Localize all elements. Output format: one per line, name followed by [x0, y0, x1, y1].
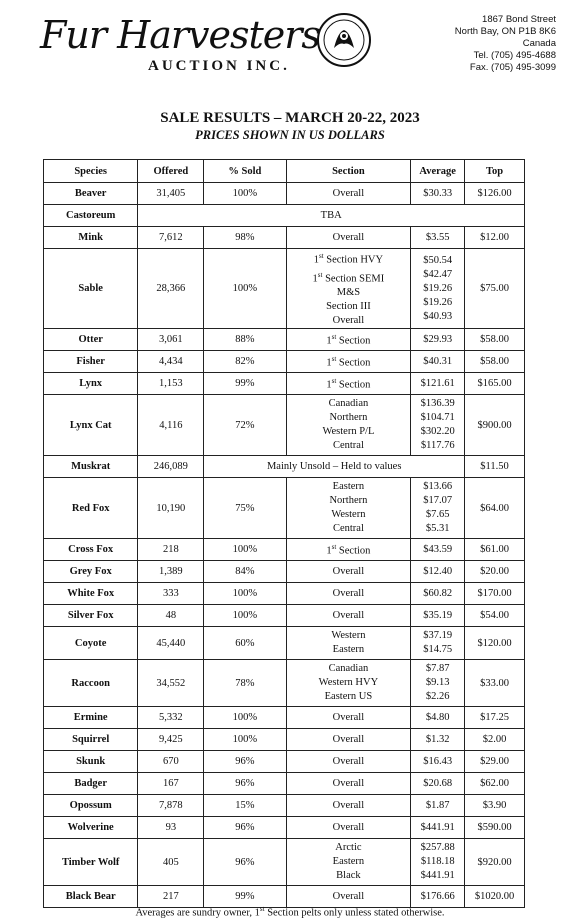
- section-line: Overall: [332, 587, 365, 599]
- top-cell: $2.00: [465, 729, 525, 751]
- results-table-body: [44, 183, 525, 908]
- section-cell: [286, 249, 411, 329]
- table-row: [44, 183, 525, 205]
- sold-cell: 99%: [204, 373, 286, 395]
- section-line: 1st Section: [326, 543, 371, 557]
- section-line: Overall: [332, 231, 365, 243]
- average-cell: [411, 839, 465, 886]
- company-address: [455, 14, 556, 74]
- species-cell: Otter: [44, 329, 138, 351]
- table-header-row: [44, 160, 525, 183]
- average-line: $302.20: [420, 426, 455, 437]
- average-line: $121.61: [420, 377, 455, 389]
- section-line: Overall: [332, 711, 365, 723]
- section-cell: [286, 817, 411, 839]
- sold-cell: 82%: [204, 351, 286, 373]
- average-line: $136.39: [420, 398, 455, 409]
- average-cell: [411, 249, 465, 329]
- average-cell: [411, 707, 465, 729]
- offered-cell: 4,434: [138, 351, 204, 373]
- table-row: [44, 817, 525, 839]
- section-cell: [286, 729, 411, 751]
- address-line: Fax. (705) 495-3099: [469, 62, 556, 73]
- top-cell: $11.50: [465, 456, 525, 478]
- offered-cell: 5,332: [138, 707, 204, 729]
- section-line: 1st Section SEMI: [312, 270, 385, 284]
- section-line: 1st Section HVY: [313, 252, 384, 266]
- section-line: Canadian: [328, 398, 369, 409]
- section-line: Western HVY: [318, 677, 379, 688]
- logo-main-text: Fur Harvesters: [40, 13, 320, 57]
- section-line: Overall: [332, 609, 365, 621]
- merged-cell: TBA: [138, 205, 525, 227]
- section-line: Eastern: [332, 644, 365, 655]
- offered-cell: 4,116: [138, 395, 204, 456]
- average-line: $40.93: [423, 310, 453, 322]
- average-line: $13.66: [423, 481, 453, 492]
- section-line: Black: [336, 870, 361, 881]
- section-line: Northern: [329, 412, 368, 423]
- average-line: $35.19: [423, 609, 453, 621]
- average-cell: [411, 351, 465, 373]
- sold-cell: 96%: [204, 773, 286, 795]
- column-header-top: Top: [465, 160, 525, 183]
- species-cell: Coyote: [44, 627, 138, 660]
- offered-cell: 333: [138, 583, 204, 605]
- top-cell: $64.00: [465, 478, 525, 539]
- section-line: Overall: [332, 187, 365, 199]
- merged-cell: Mainly Unsold – Held to values: [204, 456, 465, 478]
- section-line: Overall: [332, 755, 365, 767]
- page-subtitle: PRICES SHOWN IN US DOLLARS: [195, 128, 385, 142]
- section-line: 1st Section: [326, 377, 371, 391]
- offered-cell: 93: [138, 817, 204, 839]
- offered-cell: 246,089: [138, 456, 204, 478]
- section-line: Canadian: [328, 663, 369, 674]
- table-row: [44, 729, 525, 751]
- average-cell: [411, 183, 465, 205]
- sold-cell: 60%: [204, 627, 286, 660]
- section-cell: [286, 561, 411, 583]
- table-row: [44, 561, 525, 583]
- average-line: $17.07: [423, 495, 453, 506]
- average-line: $3.55: [425, 231, 450, 243]
- section-cell: [286, 605, 411, 627]
- species-cell: Lynx Cat: [44, 395, 138, 456]
- sold-cell: 100%: [204, 183, 286, 205]
- section-line: Arctic: [335, 842, 362, 853]
- table-row: [44, 839, 525, 886]
- average-cell: [411, 627, 465, 660]
- table-row: [44, 751, 525, 773]
- sold-cell: 96%: [204, 751, 286, 773]
- average-line: $257.88: [420, 842, 455, 853]
- average-line: $16.43: [423, 755, 453, 767]
- offered-cell: 10,190: [138, 478, 204, 539]
- section-line: Central: [332, 440, 364, 451]
- species-cell: Red Fox: [44, 478, 138, 539]
- section-line: Overall: [332, 733, 365, 745]
- section-line: Eastern: [332, 856, 365, 867]
- offered-cell: 1,153: [138, 373, 204, 395]
- table-row: [44, 583, 525, 605]
- section-line: Central: [332, 523, 364, 534]
- average-cell: [411, 539, 465, 561]
- column-header-sold: % Sold: [204, 160, 286, 183]
- table-row: [44, 478, 525, 539]
- section-line: Northern: [329, 495, 368, 506]
- offered-cell: 218: [138, 539, 204, 561]
- table-row: [44, 707, 525, 729]
- average-line: $14.75: [423, 644, 453, 655]
- top-cell: $58.00: [465, 329, 525, 351]
- species-cell: Grey Fox: [44, 561, 138, 583]
- section-line: Overall: [332, 777, 365, 789]
- average-line: $104.71: [420, 412, 455, 423]
- average-line: $7.65: [425, 509, 450, 520]
- section-line: Western P/L: [322, 426, 375, 437]
- average-line: $5.31: [425, 523, 450, 534]
- average-cell: [411, 660, 465, 707]
- sold-cell: 78%: [204, 660, 286, 707]
- top-cell: $17.25: [465, 707, 525, 729]
- average-line: $60.82: [423, 587, 453, 599]
- section-line: Section III: [326, 301, 371, 312]
- table-row: [44, 329, 525, 351]
- top-cell: $29.00: [465, 751, 525, 773]
- column-header-section: Section: [286, 160, 411, 183]
- sold-cell: 72%: [204, 395, 286, 456]
- species-cell: Raccoon: [44, 660, 138, 707]
- average-line: $176.66: [420, 890, 455, 902]
- section-line: 1st Section: [326, 355, 371, 369]
- section-line: Overall: [332, 799, 365, 811]
- top-cell: $20.00: [465, 561, 525, 583]
- species-cell: Sable: [44, 249, 138, 329]
- species-cell: Squirrel: [44, 729, 138, 751]
- average-line: $118.18: [420, 856, 455, 867]
- table-row: [44, 795, 525, 817]
- average-cell: [411, 605, 465, 627]
- table-row: [44, 627, 525, 660]
- table-row: [44, 351, 525, 373]
- table-row: [44, 205, 525, 227]
- sold-cell: 100%: [204, 539, 286, 561]
- species-cell: Wolverine: [44, 817, 138, 839]
- offered-cell: 28,366: [138, 249, 204, 329]
- sold-cell: 75%: [204, 478, 286, 539]
- section-cell: [286, 539, 411, 561]
- top-cell: $1020.00: [465, 886, 525, 908]
- sold-cell: 99%: [204, 886, 286, 908]
- address-line: Canada: [522, 38, 556, 49]
- address-line: Tel. (705) 495-4688: [473, 50, 556, 61]
- section-cell: [286, 627, 411, 660]
- offered-cell: 167: [138, 773, 204, 795]
- section-cell: [286, 751, 411, 773]
- average-cell: [411, 817, 465, 839]
- average-line: $441.91: [420, 870, 455, 881]
- average-line: $19.26: [423, 296, 453, 308]
- section-cell: [286, 660, 411, 707]
- section-cell: [286, 227, 411, 249]
- section-cell: [286, 329, 411, 351]
- column-header-offered: Offered: [138, 160, 204, 183]
- column-header-species: Species: [44, 160, 138, 183]
- top-cell: $54.00: [465, 605, 525, 627]
- sold-cell: 100%: [204, 707, 286, 729]
- average-line: $42.47: [423, 268, 453, 280]
- offered-cell: 48: [138, 605, 204, 627]
- section-line: M&S: [336, 287, 361, 298]
- species-cell: Black Bear: [44, 886, 138, 908]
- average-line: $19.26: [423, 282, 453, 294]
- sold-cell: 100%: [204, 605, 286, 627]
- table-row: [44, 456, 525, 478]
- logo-sub-text: AUCTION INC.: [148, 58, 290, 74]
- table-row: [44, 605, 525, 627]
- sold-cell: 100%: [204, 583, 286, 605]
- top-cell: $590.00: [465, 817, 525, 839]
- species-cell: Cross Fox: [44, 539, 138, 561]
- average-line: $9.13: [425, 677, 450, 688]
- offered-cell: 670: [138, 751, 204, 773]
- section-cell: [286, 183, 411, 205]
- top-cell: $61.00: [465, 539, 525, 561]
- top-cell: $58.00: [465, 351, 525, 373]
- offered-cell: 9,425: [138, 729, 204, 751]
- section-cell: [286, 795, 411, 817]
- results-table: [43, 159, 525, 908]
- top-cell: $12.00: [465, 227, 525, 249]
- average-line: $50.54: [423, 254, 453, 266]
- top-cell: $75.00: [465, 249, 525, 329]
- species-cell: Castoreum: [44, 205, 138, 227]
- table-row: [44, 660, 525, 707]
- sold-cell: 84%: [204, 561, 286, 583]
- average-cell: [411, 329, 465, 351]
- section-line: Overall: [332, 565, 365, 577]
- table-row: [44, 249, 525, 329]
- average-cell: [411, 773, 465, 795]
- top-cell: $900.00: [465, 395, 525, 456]
- average-cell: [411, 395, 465, 456]
- species-cell: Lynx: [44, 373, 138, 395]
- section-cell: [286, 583, 411, 605]
- offered-cell: 217: [138, 886, 204, 908]
- species-cell: Beaver: [44, 183, 138, 205]
- average-line: $37.19: [423, 630, 453, 641]
- section-line: 1st Section: [326, 333, 371, 347]
- section-cell: [286, 351, 411, 373]
- sold-cell: 96%: [204, 817, 286, 839]
- table-row: [44, 539, 525, 561]
- sold-cell: 96%: [204, 839, 286, 886]
- species-cell: Ermine: [44, 707, 138, 729]
- section-line: Eastern: [332, 481, 365, 492]
- section-line: Overall: [332, 821, 365, 833]
- page-title: SALE RESULTS – MARCH 20-22, 2023: [160, 110, 420, 126]
- species-cell: Timber Wolf: [44, 839, 138, 886]
- average-line: $117.76: [420, 440, 455, 451]
- address-line: 1867 Bond Street: [482, 14, 556, 25]
- average-line: $40.31: [423, 355, 453, 367]
- section-cell: [286, 707, 411, 729]
- top-cell: $126.00: [465, 183, 525, 205]
- sold-cell: 15%: [204, 795, 286, 817]
- offered-cell: 31,405: [138, 183, 204, 205]
- sold-cell: 88%: [204, 329, 286, 351]
- average-cell: [411, 561, 465, 583]
- average-line: $1.32: [425, 733, 450, 745]
- offered-cell: 405: [138, 839, 204, 886]
- offered-cell: 45,440: [138, 627, 204, 660]
- average-line: $7.87: [425, 663, 450, 674]
- average-line: $4.80: [425, 711, 450, 723]
- species-cell: Badger: [44, 773, 138, 795]
- average-line: $12.40: [423, 565, 453, 577]
- table-row: [44, 773, 525, 795]
- top-cell: $920.00: [465, 839, 525, 886]
- top-cell: $165.00: [465, 373, 525, 395]
- top-cell: $120.00: [465, 627, 525, 660]
- offered-cell: 7,612: [138, 227, 204, 249]
- section-cell: [286, 373, 411, 395]
- table-row: [44, 395, 525, 456]
- species-cell: Skunk: [44, 751, 138, 773]
- species-cell: Muskrat: [44, 456, 138, 478]
- average-line: $20.68: [423, 777, 453, 789]
- footnote: Averages are sundry owner, 1st Section pelts only unless stated otherwise.: [135, 905, 445, 919]
- table-row: [44, 227, 525, 249]
- species-cell: Fisher: [44, 351, 138, 373]
- offered-cell: 34,552: [138, 660, 204, 707]
- top-cell: $33.00: [465, 660, 525, 707]
- average-cell: [411, 583, 465, 605]
- section-cell: [286, 839, 411, 886]
- column-header-average: Average: [411, 160, 465, 183]
- average-line: $441.91: [420, 821, 455, 833]
- seal-icon: [316, 12, 372, 68]
- section-line: Western: [331, 509, 366, 520]
- section-line: Overall: [332, 315, 365, 326]
- section-line: Eastern US: [324, 691, 373, 702]
- sold-cell: 100%: [204, 729, 286, 751]
- species-cell: Silver Fox: [44, 605, 138, 627]
- average-line: $2.26: [425, 691, 450, 702]
- average-cell: [411, 478, 465, 539]
- average-line: $30.33: [423, 187, 453, 199]
- offered-cell: 1,389: [138, 561, 204, 583]
- average-cell: [411, 795, 465, 817]
- offered-cell: 7,878: [138, 795, 204, 817]
- table-row: [44, 373, 525, 395]
- species-cell: Mink: [44, 227, 138, 249]
- sold-cell: 98%: [204, 227, 286, 249]
- average-line: $29.93: [423, 333, 453, 345]
- address-line: North Bay, ON P1B 8K6: [454, 26, 556, 37]
- sold-cell: 100%: [204, 249, 286, 329]
- section-line: Western: [331, 630, 366, 641]
- average-cell: [411, 751, 465, 773]
- top-cell: $3.90: [465, 795, 525, 817]
- average-cell: [411, 729, 465, 751]
- offered-cell: 3,061: [138, 329, 204, 351]
- section-cell: [286, 478, 411, 539]
- section-cell: [286, 773, 411, 795]
- species-cell: White Fox: [44, 583, 138, 605]
- section-line: Overall: [332, 890, 365, 902]
- average-line: $43.59: [423, 543, 453, 555]
- average-cell: [411, 373, 465, 395]
- average-cell: [411, 227, 465, 249]
- average-line: $1.87: [425, 799, 450, 811]
- section-cell: [286, 395, 411, 456]
- species-cell: Opossum: [44, 795, 138, 817]
- top-cell: $62.00: [465, 773, 525, 795]
- top-cell: $170.00: [465, 583, 525, 605]
